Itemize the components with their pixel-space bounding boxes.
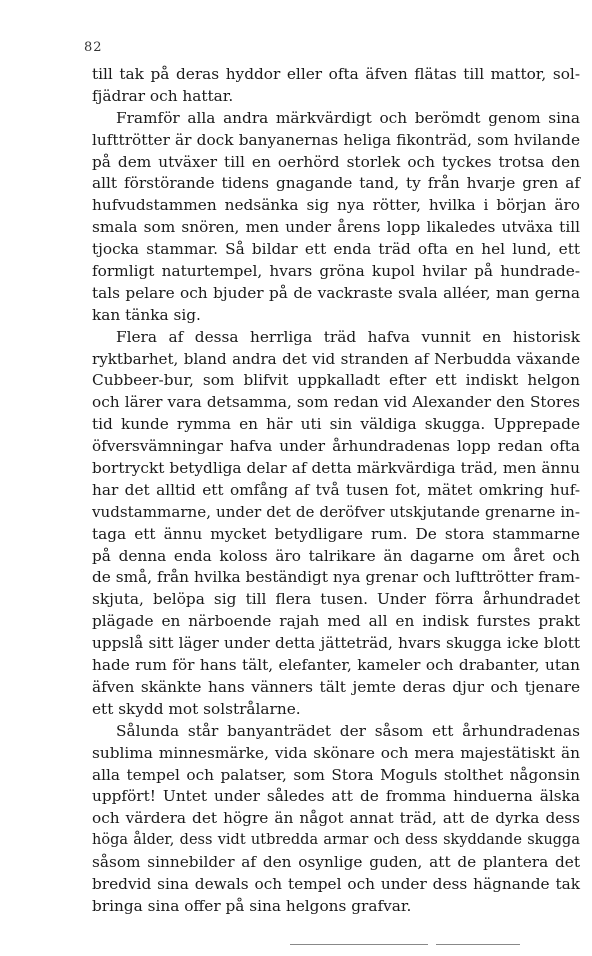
text-line: på denna enda koloss äro talrikare än dagarne om året och [92, 546, 580, 565]
page-number: 82 [84, 40, 103, 55]
bottom-rule-right [436, 944, 520, 945]
text-line: höga ålder, dess vidt utbredda armar och dess skyddande skugga [92, 832, 580, 849]
text-line: Framför alla andra märkvärdigt och berömdt genom sina [116, 108, 580, 127]
text-line: öfversvämningar hafva under århundradenas lopp redan ofta [92, 437, 580, 456]
text-line: hade rum för hans tält, elefanter, kameler och drabanter, utan [92, 656, 580, 675]
text-line: uppslå sitt läger under detta jätteträd, hvars skugga icke blott [92, 634, 580, 653]
text-line: uppfört! Untet under således att de fromma hinduerna älska [92, 787, 580, 806]
text-line: äfven skänkte hans vänners tält jemte deras djur och tjenare [92, 677, 580, 696]
text-line: allt förstörande tidens gnagande tand, ty från hvarje gren af [92, 174, 580, 193]
text-line: har det alltid ett omfång af två tusen fot, mätet omkring huf- [92, 480, 580, 499]
bottom-rule-left [290, 944, 428, 945]
text-line: såsom sinnebilder af den osynlige guden, att de plantera det [92, 853, 580, 872]
text-line: fjädrar och hattar. [92, 86, 234, 105]
text-line: ett skydd mot solstrålarne. [92, 699, 301, 718]
text-line: och värdera det högre än något annat träd, att de dyrka dess [92, 809, 580, 828]
text-line: tals pelare och bjuder på de vackraste svala alléer, man gerna [92, 283, 580, 302]
text-line: hufvudstammen nedsänka sig nya rötter, hvilka i början äro [92, 196, 580, 215]
text-line: formligt naturtempel, hvars gröna kupol hvilar på hundrade- [92, 262, 580, 281]
text-line: de små, från hvilka beständigt nya grenar och lufttrötter fram- [92, 568, 580, 587]
text-line: smala som snören, men under årens lopp likaledes utväxa till [92, 218, 580, 237]
text-line: tjocka stammar. Så bildar ett enda träd ofta en hel lund, ett [92, 240, 580, 259]
text-line: bringa sina offer på sina helgons grafvar. [92, 896, 412, 915]
text-line: taga ett ännu mycket betydligare rum. De stora stammarne [92, 524, 580, 543]
text-line: Sålunda står banyanträdet der såsom ett århundradenas [116, 721, 580, 740]
text-line: och lärer vara detsamma, som redan vid Alexander den Stores [92, 393, 580, 412]
text-line: lufttrötter är dock banyanernas heliga fikonträd, som hvilande [92, 130, 580, 149]
text-line: bredvid sina dewals och tempel och under dess hägnande tak [92, 874, 580, 893]
text-line: bortryckt betydliga delar af detta märkvärdiga träd, men ännu [92, 459, 580, 478]
text-line: plägade en närboende rajah med all en indisk furstes prakt [92, 612, 580, 631]
text-line: skjuta, belöpa sig till flera tusen. Under förra århundradet [92, 590, 580, 609]
body-text [92, 64, 580, 918]
text-line: tid kunde rymma en här uti sin väldiga skugga. Upprepade [92, 415, 580, 434]
text-line: vudstammarne, under det de deröfver utskjutande grenarne in- [92, 502, 580, 521]
text-line: kan tänka sig. [92, 305, 201, 324]
text-line: sublima minnesmärke, vida skönare och mera majestätiskt än [92, 743, 580, 762]
text-line: Flera af dessa herrliga träd hafva vunnit en historisk [116, 327, 580, 346]
text-line: ryktbarhet, bland andra det vid stranden af Nerbudda växande [92, 349, 580, 368]
text-line: Cubbeer-bur, som blifvit uppkalladt efter ett indiskt helgon [92, 371, 580, 390]
text-line: på dem utväxer till en oerhörd storlek och tyckes trotsa den [92, 152, 580, 171]
text-line: alla tempel och palatser, som Stora Moguls stolthet någonsin [92, 765, 580, 784]
text-line: till tak på deras hyddor eller ofta äfven flätas till mattor, sol- [92, 65, 580, 83]
